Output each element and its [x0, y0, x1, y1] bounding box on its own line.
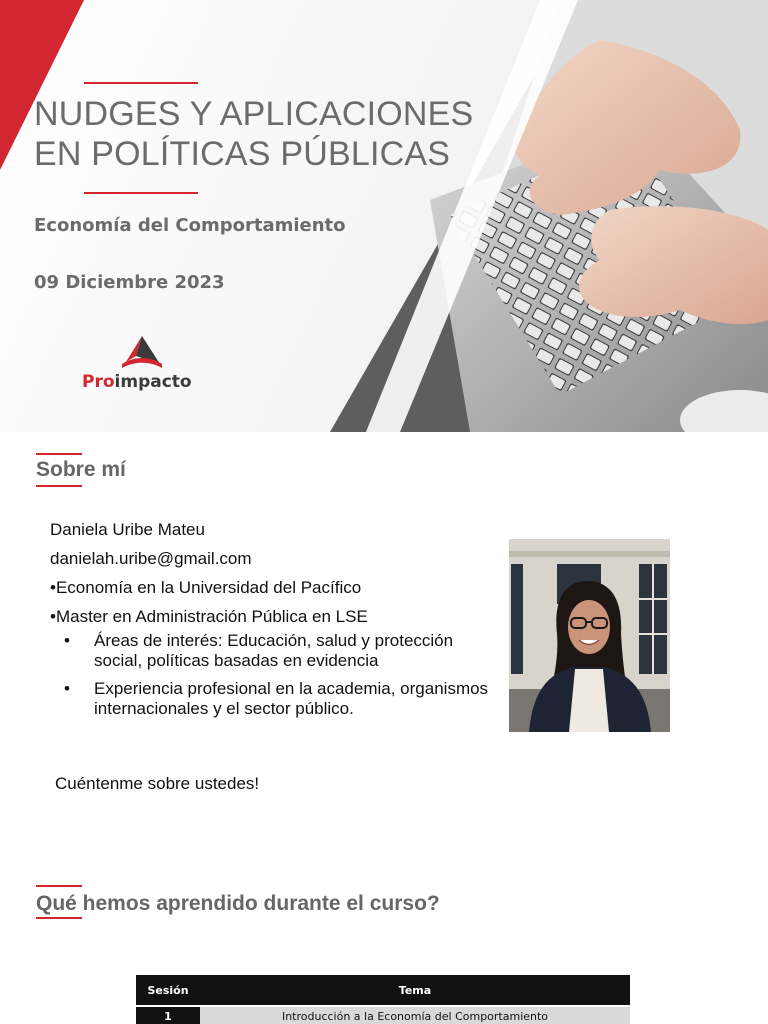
bullet-education: •Economía en la Universidad del Pacífico	[50, 578, 362, 597]
table-header-row	[136, 975, 630, 1006]
sub-bullet-experience: • Experiencia profesional en la academia, organismos internacionales y el sector público.	[50, 679, 500, 719]
proimpacto-logo	[82, 334, 212, 394]
presenter-photo	[509, 539, 670, 732]
title-slide	[0, 0, 768, 432]
heading-top-rule	[36, 453, 82, 455]
title-bottom-rule	[84, 192, 198, 194]
presentation-title	[34, 94, 534, 174]
heading-top-rule	[36, 885, 82, 887]
about-me-heading: Sobre mí	[36, 458, 126, 481]
title-line-2: EN POLÍTICAS PÚBLICAS	[34, 135, 451, 173]
heading-bottom-rule	[36, 917, 82, 919]
about-me-slide	[0, 432, 768, 864]
title-top-rule	[84, 82, 198, 84]
sessions-table	[136, 975, 630, 1024]
closing-question: Cuéntenme sobre ustedes!	[55, 774, 260, 793]
about-me-body	[50, 518, 500, 727]
course-review-heading: Qué hemos aprendido durante el curso?	[36, 892, 440, 915]
cell-topic: Introducción a la Economía del Comportamiento	[200, 1006, 630, 1024]
proimpacto-logo-text: Proimpacto	[82, 372, 192, 392]
cell-session-number: 1	[136, 1006, 200, 1024]
proimpacto-logo-icon	[120, 334, 164, 370]
bullet-master: •Master en Administración Pública en LSE	[50, 607, 368, 626]
course-review-slide	[0, 864, 768, 1024]
presentation-subtitle: Economía del Comportamiento	[34, 215, 346, 236]
presentation-date: 09 Diciembre 2023	[34, 272, 225, 293]
heading-bottom-rule	[36, 485, 82, 487]
title-line-1: NUDGES Y APLICACIONES	[34, 95, 474, 133]
presenter-name: Daniela Uribe Mateu	[50, 520, 205, 539]
sub-bullet-interests: • Áreas de interés: Educación, salud y protección social, políticas basadas en evidencia	[50, 631, 500, 671]
header-session: Sesión	[136, 975, 200, 1006]
header-topic: Tema	[200, 975, 630, 1006]
presenter-email: danielah.uribe@gmail.com	[50, 549, 252, 568]
table-row	[136, 1006, 630, 1024]
